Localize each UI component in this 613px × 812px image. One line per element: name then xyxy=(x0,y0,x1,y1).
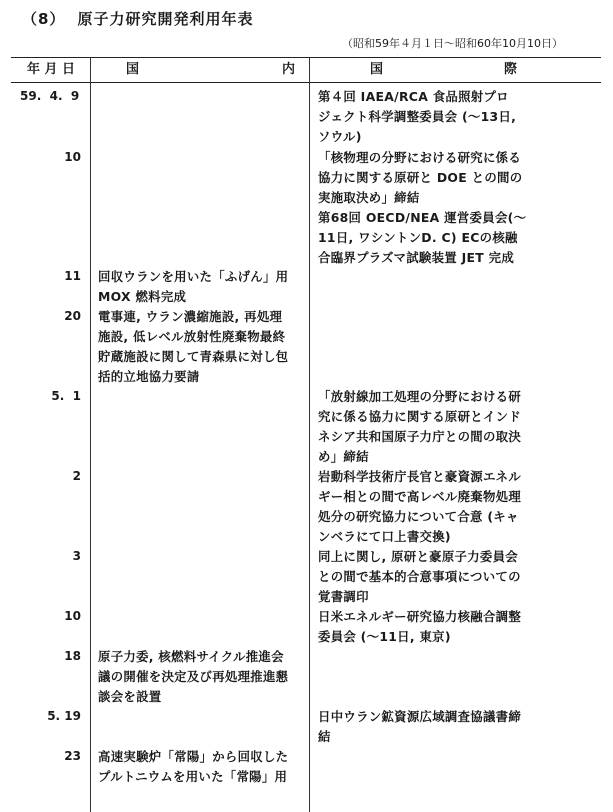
header-domestic-1: 国 xyxy=(126,62,140,77)
intl-entry xyxy=(318,707,521,747)
text-line: 「核物理の分野における研究に係る xyxy=(318,150,522,165)
text-line: 岩動科学技術庁長官と豪資源エネル xyxy=(318,469,522,484)
text-line: 委員会 (〜11日, 東京) xyxy=(318,629,451,644)
text-line: 回収ウランを用いた「ふげん」用 xyxy=(98,269,289,284)
text-line: 第68回 OECD/NEA 運営委員会(〜 xyxy=(318,210,527,225)
text-line: ジェクト科学調整委員会 (〜13日, xyxy=(318,109,517,124)
text-line: 覚書調印 xyxy=(318,589,369,604)
table-top-rule xyxy=(11,57,601,58)
domestic-entry xyxy=(98,307,288,387)
text-line: 究に係る協力に関する原研とインド xyxy=(318,409,522,424)
intl-entry xyxy=(318,87,516,147)
domestic-entry xyxy=(98,647,288,707)
text-line: 合臨界プラズマ試験装置 JET 完成 xyxy=(318,250,515,265)
header-date: 年 月 日 xyxy=(26,62,76,77)
row-date: 23 xyxy=(64,749,81,763)
text-line: 談会を設置 xyxy=(98,689,162,704)
title-number: （8） xyxy=(22,10,66,28)
text-line: 11日, ワシントンD. C) ECの核融 xyxy=(318,230,518,245)
row-date: 5. 19 xyxy=(47,709,81,723)
row-date: 3 xyxy=(72,549,81,563)
text-line: 貯蔵施設に関して青森県に対し包 xyxy=(98,349,289,364)
intl-entry xyxy=(318,387,521,467)
header-intl-1: 国 xyxy=(370,62,384,77)
text-line: プルトニウムを用いた「常陽」用 xyxy=(98,769,288,784)
column-divider-domestic xyxy=(309,57,310,812)
row-date: 5. 1 xyxy=(51,389,81,403)
header-domestic-2: 内 xyxy=(282,62,296,77)
text-line: ギー相との間で高レベル廃棄物処理 xyxy=(318,489,522,504)
text-line: 議の開催を決定及び再処理推進懇 xyxy=(98,669,289,684)
column-divider-date xyxy=(90,57,91,812)
text-line: 日米エネルギー研究協力核融合調整 xyxy=(318,609,522,624)
text-line: 施設, 低レベル放射性廃棄物最終 xyxy=(98,329,286,344)
row-date: 18 xyxy=(64,649,81,663)
row-date: 10 xyxy=(64,609,81,623)
text-line: 「放射線加工処理の分野における研 xyxy=(318,389,522,404)
text-line: 同上に関し, 原研と豪原子力委員会 xyxy=(318,549,518,564)
domestic-entry xyxy=(98,747,288,787)
row-date: 11 xyxy=(64,269,81,283)
intl-entry xyxy=(318,148,526,268)
period-note: （昭和59年４月１日〜昭和60年10月10日） xyxy=(342,37,563,50)
text-line: 高速実験炉「常陽」から回収した xyxy=(98,749,289,764)
row-date: 59. 4. 9 xyxy=(20,89,80,103)
text-line: 括的立地協力要請 xyxy=(98,369,200,384)
intl-entry xyxy=(318,547,521,607)
text-line: 協力に関する原研と DOE との間の xyxy=(318,170,523,185)
header-intl-2: 際 xyxy=(504,62,518,77)
text-line: MOX 燃料完成 xyxy=(98,289,187,304)
row-date: 10 xyxy=(64,150,81,164)
text-line: ソウル) xyxy=(318,129,362,144)
row-date: 2 xyxy=(72,469,81,483)
text-line: 処分の研究協力について合意 (キャ xyxy=(318,509,519,524)
row-date: 20 xyxy=(64,309,81,323)
domestic-entry xyxy=(98,267,288,307)
text-line: ネシア共和国原子力庁との間の取決 xyxy=(318,429,522,444)
table-title xyxy=(22,8,253,29)
text-line: 電事連, ウラン濃縮施設, 再処理 xyxy=(98,309,283,324)
title-text: 原子力研究開発利用年表 xyxy=(77,10,254,28)
text-line: との間で基本的合意事項についての xyxy=(318,569,521,584)
text-line: 第４回 IAEA/RCA 食品照射プロ xyxy=(318,89,509,104)
intl-entry xyxy=(318,467,521,547)
text-line: ンベラにて口上書交換) xyxy=(318,529,451,544)
text-line: 日中ウラン鉱資源広域調査協議書締 xyxy=(318,709,522,724)
header-bottom-rule xyxy=(11,82,601,83)
text-line: 実施取決め」締結 xyxy=(318,190,420,205)
text-line: め」締結 xyxy=(318,449,369,464)
text-line: 結 xyxy=(318,729,331,744)
text-line: 原子力委, 核燃料サイクル推進会 xyxy=(98,649,284,664)
intl-entry xyxy=(318,607,521,647)
